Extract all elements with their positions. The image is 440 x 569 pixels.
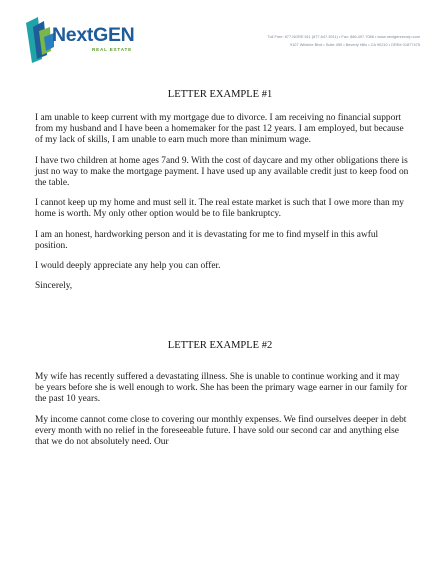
letter-1-closing: Sincerely, (35, 281, 73, 292)
letter-1-title: LETTER EXAMPLE #1 (167, 89, 273, 100)
letter-2-body (35, 372, 410, 457)
letter-1-paragraph: I have two children at home ages 7and 9. With the cost of daycare and my other obligations there is just no way to make the mortgage payment. I have used up any available credit just to keep food on the table. (35, 155, 409, 189)
brand-accent: GEN (93, 24, 135, 46)
letter-1-body (35, 113, 410, 301)
brand-subtitle: REAL ESTATE (92, 47, 132, 52)
letter-2-paragraph: My income cannot come close to covering our monthly expenses. We find ourselves deeper in debt every month with no relief in the foreseeable future. I have sold our second car and anything else that we do not absolutely need. Our (35, 414, 407, 448)
brand-main: Next (52, 24, 94, 46)
brand-name (52, 26, 134, 46)
letter-1-paragraph: I cannot keep up my home and must sell it. The real estate market is such that I owe more than my home is worth. My only other option would be to file bankruptcy. (35, 198, 404, 220)
contact-line-1: Toll Free: 877.NGRE.911 (877.647.3911) • Fax: 866.497.7086 • www.nextgenrecorp.com (267, 34, 420, 39)
letter-1-paragraph: I am an honest, hardworking person and it is devastating for me to find myself in this awful position. (35, 229, 379, 251)
contact-line-2: 9107 Wilshire Blvd • Suite 450 • Beverly Hills • CA 90210 • DRE# 01877475 (289, 42, 420, 47)
letter-2-title: LETTER EXAMPLE #2 (167, 340, 273, 351)
letter-2-paragraph: My wife has recently suffered a devastating illness. She is unable to continue working and it may be years before she is well enough to work. She has been the primary wage earner in our family for the past 10 years. (35, 372, 408, 405)
letter-1-paragraph: I am unable to keep current with my mortgage due to divorce. I am receiving no financial support from my husband and I have been a homemaker for the past 12 years. I am employed, but because of my lack of skills, I am unable to earn much more than minimum wage. (35, 113, 404, 146)
letter-1-paragraph: I would deeply appreciate any help you can offer. (35, 261, 221, 272)
